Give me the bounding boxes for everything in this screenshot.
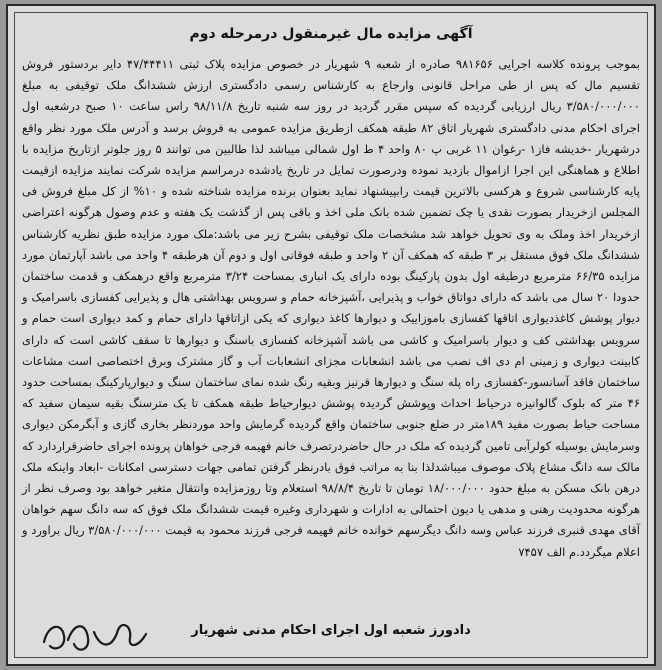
- handwritten-signature: [34, 612, 154, 658]
- notice-title: آگهی مزایده مال غیرمنقول درمرحله دوم: [189, 26, 473, 42]
- notice-sheet: [6, 4, 656, 666]
- notice-body: [22, 54, 640, 563]
- notice-footer: دادورز شعبه اول اجرای احکام مدنی شهریار: [191, 623, 471, 638]
- notice-paragraph: بموجب پرونده کلاسه اجرایی ۹۸۱۶۵۶ صادره از شعبه ۹ شهریار در خصوص مزایده پلاک ثبتی ۴۷/۴۴۴۱۱ دایر بردستور فروش تقسیم مال که پس از طی مراحل قانونی وارجاع به کارشناس رسمی دادگستری ارزش ششدانگ ملک توقیفی به مبلغ ۳/۵۸۰/۰۰۰/۰۰۰ ریال ارزیابی گردیده که سپس مقرر گردید در روز سه شنبه تاریخ ۹۸/۱۱/۸ راس ساعت ۱۰ صبح درشعبه اول اجرای احکام مدنی دادگستری شهریار اتاق ۸۲ طبقه همکف ازطریق مزایده عمومی به فروش برسد و آدرس ملک مورد نظر واقع درشهریار -خدیشه فاز۱ -رغوان ۱۱ غربی پ ۸۰ واحد ۴ ط اول شمالی میباشد لذا طالبین می توانند ۵ روز جلوتر ازتاریخ مزایده با اطلاع و هماهنگی این اجرا ازاموال بازدید نموده ودرصورت تمایل در تاریخ یادشده درمراسم مزایده شرکت نمایند مزایده ازقیمت پایه کارشناسی شروع و هرکسی بالاترین قیمت رابپیشنهاد نماید بعنوان برنده مزایده شناخته شده و ۱۰% از کل مبلغ فروش فی المجلس ازخریدار بصورت نقدی یا چک تضمین شده بانک ملی اخذ و باقی پس از گذشت یک هفته و عدم وصول هرگونه اعتراضی ازخریدار اخذ وملک به وی تحویل خواهد شد مشخصات ملک توقیفی بشرح زیر می باشد:ملک مورد مزایده طبق نظریه کارشناس ششدانگ ملک فوق مستقل بر ۳ طبقه که همکف آن ۲ واحد و طبقه فوقانی اول و دوم آن هرطبقه ۴ واحد می باشد آپارتمان مورد مزایده ۶۶/۳۵ مترمربع درطبقه اول بدون پارکینگ بوده دارای یک انباری بمساحت ۳/۲۴ مترمربع واقع درهمکف و قدمت ساختمان حدودا ۲۰ سال می باشد که دارای دواتاق خواب و پذیرایی ،آشپزخانه حمام و سرویس بهداشتی هال و پذیرایی کفسازی باسرامیک و دیوار پوشش کاغذدیواری اتاقها کفسازی باموزاییک و دیوارها کاغذ دیواری که یکی ازاتاقها دارای حمام و کمد دیواری است حمام و سرویس بهداشتی کف و دیوار باسرامیک و کاشی می باشد آشپزخانه کفسازی باسنگ و دیوارها تا سقف کاشی است که دارای کابینت دیواری و زمینی ام دی اف نصب می باشد انشعابات مجزای انشعابات آب و گاز مشترک وبرق اختصاصی است مشاعات ساختمان فاقد آسانسور-کفسازی راه پله سنگ و دیوارها قرنیز وبقیه رنگ شده نمای ساختمان سنگ و دیوارپارکینگ بمساحت حدود ۴۶ متر که بلوک گالوانیزه درحیاط احداث وپوشش گردیده پوشش دیوارحیاط طبقه همکف تا یک مترسنگ بقیه سیمان سفید که مساحت حیاط بصورت مفید ۱۸۹متر در ضلع جنوبی ساختمان واقع گردیده گرمایش واحد موردنظر بخاری گازی و آبگرمکن دیواری وسرمایش بوسیله کولرآبی تامین گردیده که ملک در حال حاضردرتصرف خانم فهیمه فرجی خواهان پرونده اجرای حاضرقراردارد که مالک سه دانگ مشاع پلاک موصوف میباشدلذا بنا به مراتب فوق بادرنظر گرفتن تمامی جهات دسترسی امکانات -ابعاد واینکه ملک درهن بانک مسکن به مبلغ حدود ۱۸/۰۰۰/۰۰۰ تومان تا تاریخ ۹۸/۸/۴ استعلام وتا روزمزایده وانتقال متغیر خواهد بود وصرف نظر از هرگونه محدودیت رهنی و مدهی یا دیون احتمالی به ادارات و شهرداری وغیره قیمت ششدانگ ملک فوق که سه دانگ سهم خواهان آقای مهدی قنبری فرزند عباس وسه دانگ دیگرسهم خوانده خانم فهیمه فرجی فرزند محمود به قیمت ۳/۵۸۰/۰۰۰/۰۰۰ ریال براورد و اعلام میگردد.م الف ۷۴۵۷: [22, 57, 641, 559]
